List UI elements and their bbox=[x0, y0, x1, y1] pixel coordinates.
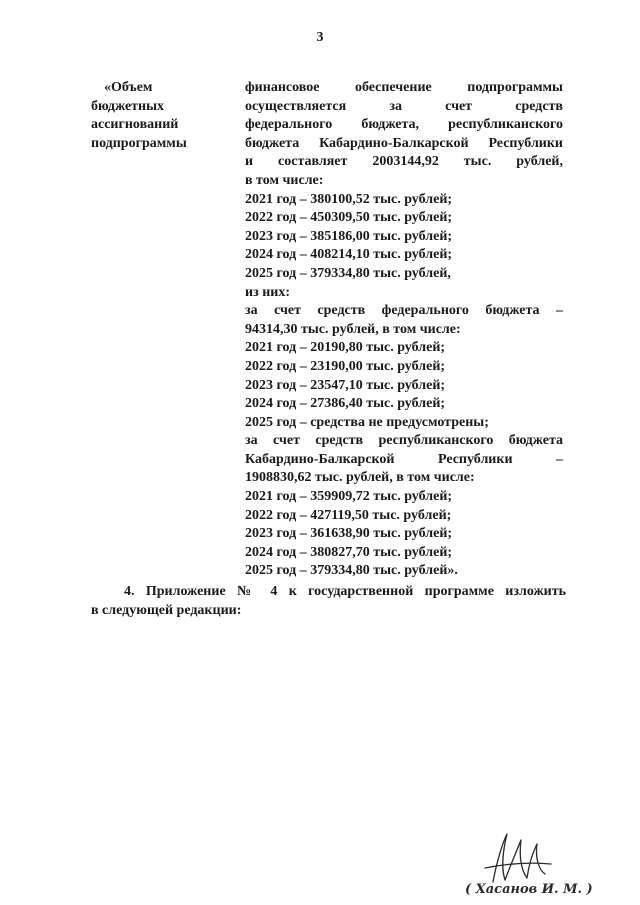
funding-text-line: и составляет 2003144,92 тыс. рублей, bbox=[245, 154, 563, 170]
year-amount-line: 2024 год – 380827,70 тыс. рублей; bbox=[245, 544, 453, 560]
year-amount-line: 2021 год – 20190,80 тыс. рублей; bbox=[245, 340, 446, 356]
left-label-line: ассигнований bbox=[91, 117, 179, 133]
page-number: 3 bbox=[316, 30, 324, 45]
year-amount-line: 2022 год – 427119,50 тыс. рублей; bbox=[245, 507, 452, 523]
signature-scribble bbox=[485, 834, 551, 882]
funding-text-line: осуществляется за счет средств bbox=[245, 98, 563, 114]
table-right-column bbox=[245, 79, 563, 581]
amendment-line: в следующей редакции: bbox=[91, 603, 242, 618]
signature-name: ( Хасанов И. М. ) bbox=[465, 882, 593, 897]
handwritten-signature bbox=[455, 820, 615, 900]
table-left-column bbox=[91, 79, 241, 153]
year-amount-line: 2024 год – 408214,10 тыс. рублей; bbox=[245, 247, 453, 263]
funding-text-line: из них: bbox=[245, 284, 290, 300]
year-amount-line: 2025 год – 379334,80 тыс. рублей, bbox=[245, 265, 451, 281]
amendment-line: 4. Приложение № 4 к государственной программе изложить bbox=[124, 584, 566, 599]
left-label-line: подпрограммы bbox=[91, 135, 187, 151]
funding-text-line: 94314,30 тыс. рублей, в том числе: bbox=[245, 321, 461, 337]
year-amount-line: 2022 год – 23190,00 тыс. рублей; bbox=[245, 358, 446, 374]
funding-text-line: в том числе: bbox=[245, 172, 324, 188]
funding-text-line: Кабардино-Балкарской Республики – bbox=[245, 451, 563, 467]
year-amount-line: 2021 год – 380100,52 тыс. рублей; bbox=[245, 191, 453, 207]
funding-text-line: за счет средств республиканского бюджета bbox=[245, 433, 563, 449]
year-amount-line: 2023 год – 23547,10 тыс. рублей; bbox=[245, 377, 446, 393]
year-amount-line: 2023 год – 385186,00 тыс. рублей; bbox=[245, 228, 453, 244]
left-label-line: бюджетных bbox=[91, 98, 165, 114]
funding-text-line: 1908830,62 тыс. рублей, в том числе: bbox=[245, 470, 475, 486]
year-amount-line: 2021 год – 359909,72 тыс. рублей; bbox=[245, 489, 453, 505]
year-amount-line: 2023 год – 361638,90 тыс. рублей; bbox=[245, 526, 453, 542]
funding-text-line: финансовое обеспечение подпрограммы bbox=[245, 80, 563, 95]
year-amount-line: 2025 год – 379334,80 тыс. рублей». bbox=[245, 563, 458, 579]
year-amount-line: 2024 год – 27386,40 тыс. рублей; bbox=[245, 396, 446, 412]
funding-text-line: федерального бюджета, республиканского bbox=[245, 117, 563, 133]
amendment-paragraph bbox=[91, 582, 566, 620]
year-amount-line: 2022 год – 450309,50 тыс. рублей; bbox=[245, 210, 453, 226]
funding-text-line: за счет средств федерального бюджета – bbox=[245, 303, 563, 319]
funding-text-line: бюджета Кабардино-Балкарской Республики bbox=[245, 135, 563, 151]
year-amount-line: 2025 год – средства не предусмотрены; bbox=[245, 414, 489, 430]
left-label-line: «Объем bbox=[104, 80, 153, 95]
